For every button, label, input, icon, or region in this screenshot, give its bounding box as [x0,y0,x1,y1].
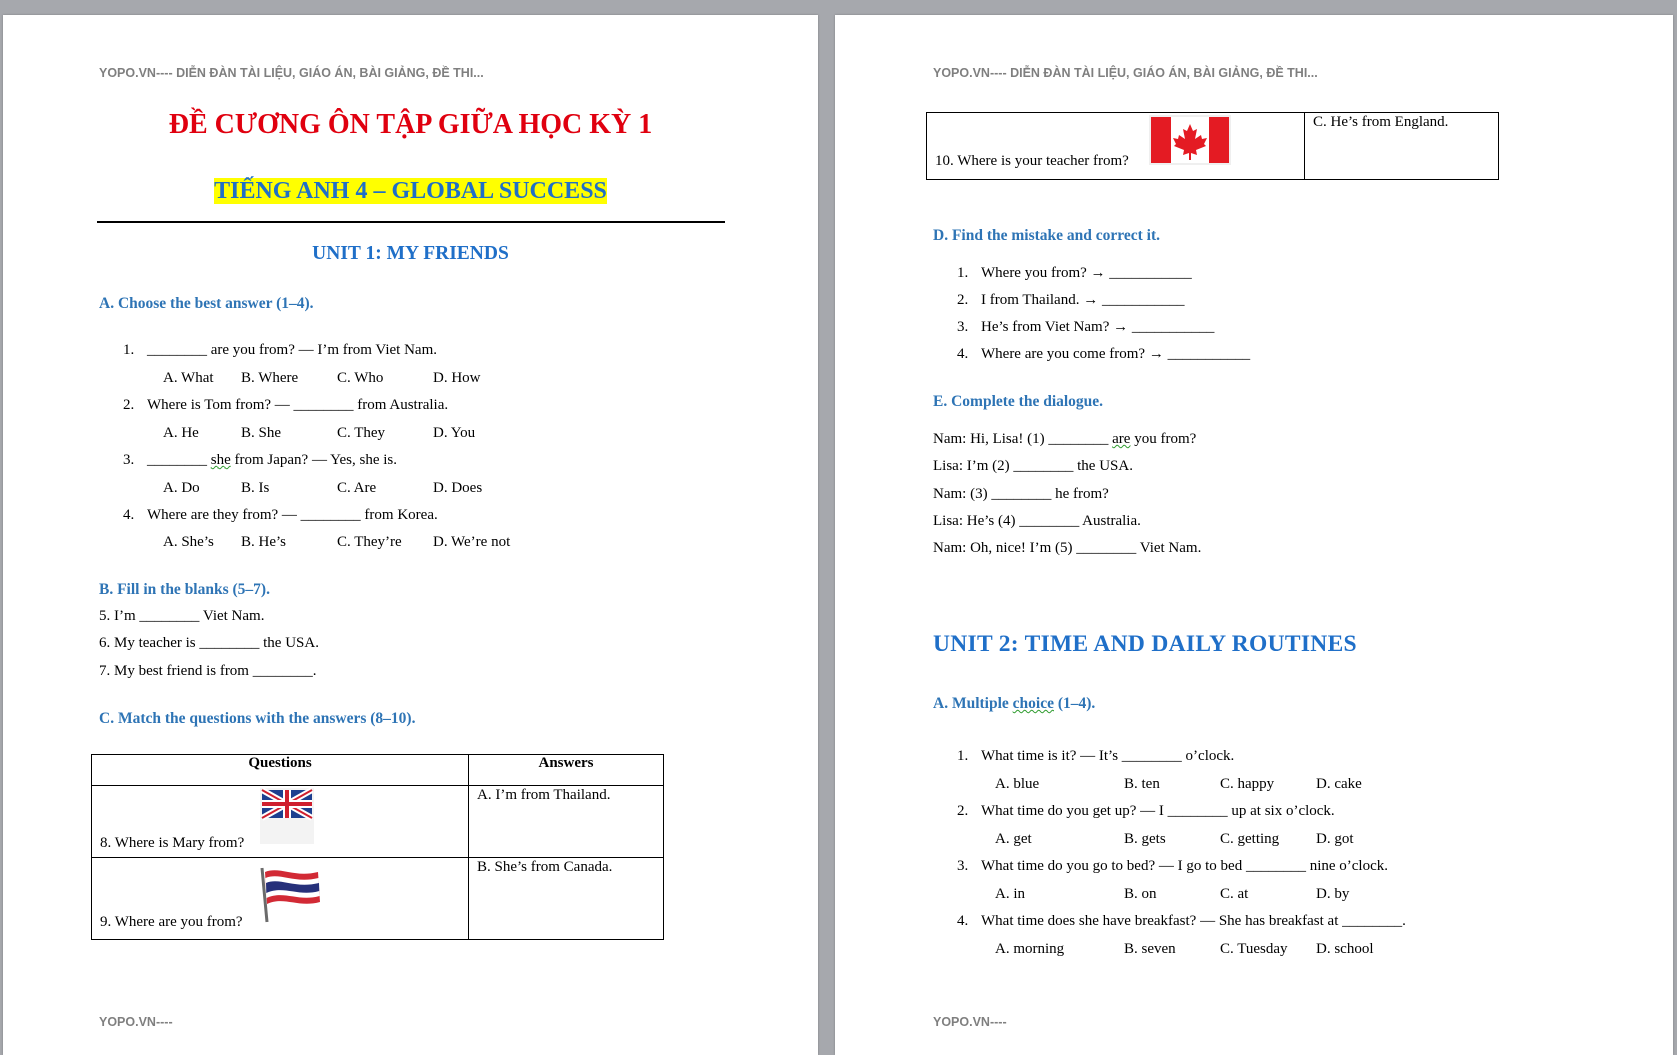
match-answer-b: B. She’s from Canada. [477,859,613,875]
question-3-option-c: C. Are [337,480,377,496]
mistake-1-number: 1. [957,265,969,281]
unit1-section-a-heading: A. Choose the best answer (1–4). [99,295,314,312]
thailand-flag-icon [258,866,322,924]
question-2-option-c: C. They [337,425,386,441]
fill-blank-7: 7. My best friend is from ________. [99,663,317,679]
mistake-4-number: 4. [957,346,969,362]
uk-flag-icon [260,788,314,844]
table-cell-question-10 [927,113,1305,180]
u2-question-3-text: What time do you go to bed? — I go to bed ________ nine o’clock. [981,858,1388,874]
table-cell-answer-c [1305,113,1499,180]
question-2-option-b: B. She [241,425,282,441]
table-cell-question-8 [92,786,469,858]
unit1-section-b-heading: B. Fill in the blanks (5–7). [99,581,270,598]
dialogue-line-5: Nam: Oh, nice! I’m (5) ________ Viet Nam. [933,540,1202,556]
question-2-number: 2. [123,397,135,413]
u2-question-4-option-b: B. seven [1124,941,1176,957]
title-divider [97,221,725,223]
question-3-option-a: A. Do [163,480,200,496]
u2-question-2-text: What time do you get up? — I ________ up at six o’clock. [981,803,1335,819]
question-1-text: ________ are you from? — I’m from Viet Nam. [147,342,438,358]
u2-question-3-option-d: D. by [1316,886,1350,902]
u2-question-2-option-b: B. gets [1124,831,1166,847]
dialogue-line-3: Nam: (3) ________ he from? [933,486,1109,502]
canada-flag-icon [1149,115,1231,165]
unit1-title: UNIT 1: MY FRIENDS [312,243,509,264]
question-1-option-d: D. How [433,370,481,386]
question-4-number: 4. [123,507,135,523]
u2-question-2-option-a: A. get [995,831,1032,847]
unit1-section-d-heading: D. Find the mistake and correct it. [933,227,1161,244]
document-subtitle: TIẾNG ANH 4 – GLOBAL SUCCESS [214,178,607,204]
u2-question-1-option-a: A. blue [995,776,1040,792]
mistake-2-text: I from Thailand. → ___________ [981,292,1185,308]
table-cell-answer-b [469,858,664,940]
match-question-10: 10. Where is your teacher from? [935,153,1129,169]
question-1-option-c: C. Who [337,370,384,386]
u2-question-4-text: What time does she have breakfast? — She has breakfast at ________. [981,913,1406,929]
u2-question-2-option-c: C. getting [1220,831,1280,847]
question-3-option-d: D. Does [433,480,483,496]
u2-question-1-option-b: B. ten [1124,776,1160,792]
question-4-option-b: B. He’s [241,534,286,550]
u2-question-2-number: 2. [957,803,969,819]
question-2-option-a: A. He [163,425,199,441]
table-header-answers: Answers [469,755,664,786]
question-1-number: 1. [123,342,135,358]
dialogue-line-1: Nam: Hi, Lisa! (1) ________ are you from? [933,431,1197,447]
fill-blank-5: 5. I’m ________ Viet Nam. [99,608,265,624]
page-header: YOPO.VN---- DIỄN ĐÀN TÀI LIỆU, GIÁO ÁN, BÀI GIẢNG, ĐỀ THI... [99,66,484,80]
u2-question-3-option-c: C. at [1220,886,1249,902]
mistake-4-text: Where are you come from? → ___________ [981,346,1251,362]
question-4-option-c: C. They’re [337,534,402,550]
subtitle-wrap [3,178,818,205]
match-question-8: 8. Where is Mary from? [100,835,245,851]
dialogue-line-4: Lisa: He’s (4) ________ Australia. [933,513,1141,529]
u2-question-4-option-a: A. morning [995,941,1065,957]
u2-question-4-number: 4. [957,913,969,929]
dialogue-line-2: Lisa: I’m (2) ________ the USA. [933,458,1133,474]
question-3-number: 3. [123,452,135,468]
question-3-text: ________ she from Japan? — Yes, she is. [147,452,397,468]
u2-question-1-option-c: C. happy [1220,776,1275,792]
mistake-1-text: Where you from? → ___________ [981,265,1192,281]
unit1-section-e-heading: E. Complete the dialogue. [933,393,1104,410]
page-header: YOPO.VN---- DIỄN ĐÀN TÀI LIỆU, GIÁO ÁN, BÀI GIẢNG, ĐỀ THI... [933,66,1318,80]
u2-question-1-option-d: D. cake [1316,776,1362,792]
fill-blank-6: 6. My teacher is ________ the USA. [99,635,319,651]
u2-question-3-number: 3. [957,858,969,874]
table-cell-question-9 [92,858,469,940]
page-footer: YOPO.VN---- [99,1015,173,1029]
match-answer-c: C. He’s from England. [1313,114,1449,130]
mistake-2-number: 2. [957,292,969,308]
match-table [91,754,664,940]
question-4-option-d: D. We’re not [433,534,511,550]
question-1-option-a: A. What [163,370,214,386]
u2-question-3-option-b: B. on [1124,886,1157,902]
unit2-title: UNIT 2: TIME AND DAILY ROUTINES [933,631,1357,657]
u2-question-2-option-d: D. got [1316,831,1354,847]
unit1-section-c-heading: C. Match the questions with the answers (8–10). [99,710,416,727]
document-title: ĐỀ CƯƠNG ÔN TẬP GIỮA HỌC KỲ 1 [168,109,653,140]
question-1-option-b: B. Where [241,370,299,386]
u2-question-4-option-c: C. Tuesday [1220,941,1288,957]
question-3-option-b: B. Is [241,480,270,496]
document-page-1 [3,15,818,1055]
match-answer-a: A. I’m from Thailand. [477,787,611,803]
u2-question-3-option-a: A. in [995,886,1025,902]
match-question-9: 9. Where are you from? [100,914,243,930]
u2-question-1-text: What time is it? — It’s ________ o’clock. [981,748,1235,764]
mistake-3-text: He’s from Viet Nam? → ___________ [981,319,1215,335]
question-4-option-a: A. She’s [163,534,214,550]
match-table-continued [926,112,1499,180]
document-page-2 [835,15,1673,1055]
question-2-option-d: D. You [433,425,476,441]
mistake-3-number: 3. [957,319,969,335]
u2-question-1-number: 1. [957,748,969,764]
question-2-text: Where is Tom from? — ________ from Australia. [147,397,449,413]
u2-question-4-option-d: D. school [1316,941,1374,957]
table-cell-answer-a [469,786,664,858]
question-4-text: Where are they from? — ________ from Korea. [147,507,438,523]
page-footer: YOPO.VN---- [933,1015,1007,1029]
unit2-section-a-heading: A. Multiple choice (1–4). [933,695,1096,712]
table-header-questions: Questions [92,755,469,786]
